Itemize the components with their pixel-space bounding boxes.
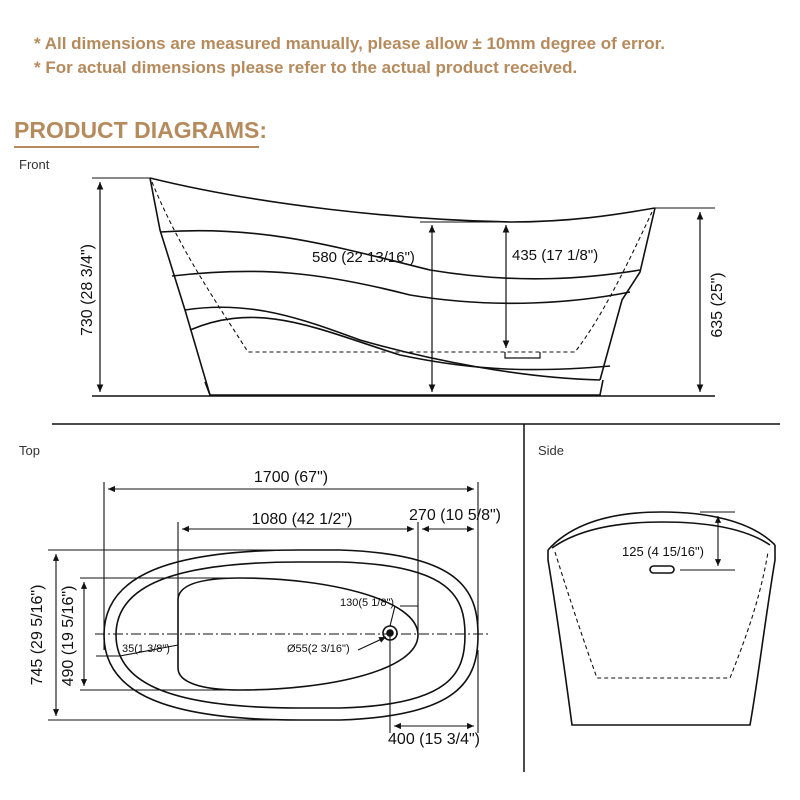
dim-top-basin-width: 490 (19 5/16") [60,585,77,687]
dim-top-overall-width: 745 (29 5/16") [29,584,46,686]
dim-top-drain-offset: 130(5 1/8") [340,597,395,609]
dim-top-drain-diameter: Ø55(2 3/16") [287,643,350,655]
front-tub-left-side [150,178,210,395]
dim-top-basin-length: 1080 (42 1/2") [251,511,353,528]
dim-side-overflow-depth: 125 (4 15/16") [622,544,704,559]
dim-front-overall-height: 730 (28 3/4") [79,244,96,336]
dim-top-drain-to-end: 270 (10 5/8") [409,507,501,524]
dim-front-inner-mid: 580 (22 13/16") [312,249,415,266]
side-overflow [650,566,674,573]
front-tub-top-rim [150,178,655,222]
dim-front-inner-drain: 435 (17 1/8") [512,247,599,264]
front-inner-basin [152,182,652,352]
dim-top-overall-length: 1700 (67") [253,469,329,486]
side-view-label: Side [538,443,565,458]
top-view [95,550,490,720]
section-heading: PRODUCT DIAGRAMS: [14,117,267,143]
top-inner-rim [116,562,465,708]
front-tub-right-side [600,208,655,380]
front-view [92,178,715,396]
side-inner-basin [555,552,768,678]
dim-top-rim-offset: 35(1 3/8") [122,643,170,655]
disclaimer-note-1: * All dimensions are measured manually, please allow ± 10mm degree of error. [34,34,666,53]
dim-top-drain-from-end: 400 (15 3/4") [388,731,480,748]
dim-front-end-height: 635 (25") [709,272,726,338]
front-tub-band-2 [172,271,630,303]
front-tub-base [205,380,603,395]
front-drain [505,352,540,358]
dim-top-drain-diameter-leader [358,637,386,650]
front-tub-band-4 [190,317,610,369]
top-view-label: Top [19,443,40,458]
disclaimer-note-2: * For actual dimensions please refer to the actual product received. [34,58,578,77]
front-view-label: Front [19,157,50,172]
top-outer-rim [104,550,478,720]
